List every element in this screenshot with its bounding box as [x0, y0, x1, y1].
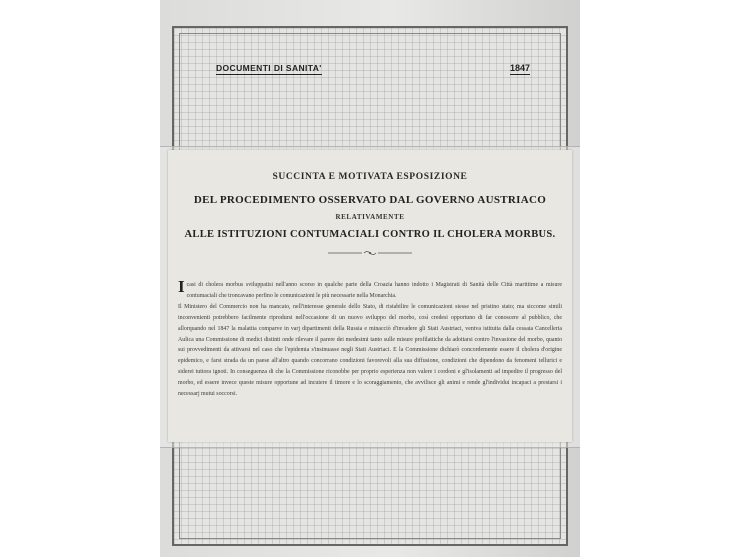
historical-document	[168, 150, 572, 442]
page-header-year: 1847	[510, 63, 531, 73]
ornament-divider	[328, 250, 412, 256]
paragraph-1	[178, 277, 562, 302]
document-body	[178, 277, 562, 400]
document-title-line-4: ALLE ISTITUZIONI CONTUMACIALI CONTRO IL CHOLERA MORBUS.	[184, 229, 556, 240]
paragraph-1-text: casi di cholera morbus sviluppatisi nell'anno scorso in qualche parte della Croazia hanno indotto i Magistrati di Sanità delle Città marittime a misure contumaciali che troncavano perfino le comunicazioni le più necessarie nella Monarchia.	[186, 282, 562, 299]
document-title-line-2: DEL PROCEDIMENTO OSSERVATO DAL GOVERNO AUSTRIACO	[193, 194, 547, 206]
drop-cap: I	[178, 277, 185, 296]
document-title-line-3: RELATIVAMENTE	[335, 213, 405, 221]
document-title-line-1: SUCCINTA E MOTIVATA ESPOSIZIONE	[272, 172, 468, 182]
paragraph-2: Il Ministero del Commercio non ha mancato, nell'interesse generale dello Stato, di ristabilire le comunicazioni stesse nel pristino stato; ma siccome simili inconvenienti potrebbero facilmente riprodursi nell'occasione di un nuovo sviluppo del morbo, così credesi opportuno di far conoscere al pubblico, che allorquando nel 1847 la malattia comparve in varj dipartimenti della Russia e minacciò d'invadere gli Stati Austriaci, veniva istituita dalla cessata Cancelleria Aulica una Commissione di medici distinti onde rilevare il parere dei medesimi tanto sulle misure profilattiche da adottarsi contro l'invasione del morbo, quanto sui provvedimenti da attivarsi nel caso che l'epidemia s'insinuasse negli Stati Austriaci. E la Commissione dichiarò concordemente essere il cholera d'origine epidemico, e farsi strada da un paese all'altro quando concorrano condizioni favorevoli alla sua diffusione, condizioni che dipendono da fenomeni tellurici e siderei tuttora ignoti. In conseguenza di che la Commissione riconobbe per proprio esperienza non valere i cordoni e gl'isolamenti ad impedire il progresso del morbo, ed essere invece queste misure opportune ad incutere il timore e lo scoraggiamento, che avviliscе gli animi e rende gl'individui incapaci a prestarsi i necessarj mutui soccorsi.	[178, 303, 562, 398]
page-header-title: DOCUMENTI DI SANITA'	[216, 63, 322, 73]
